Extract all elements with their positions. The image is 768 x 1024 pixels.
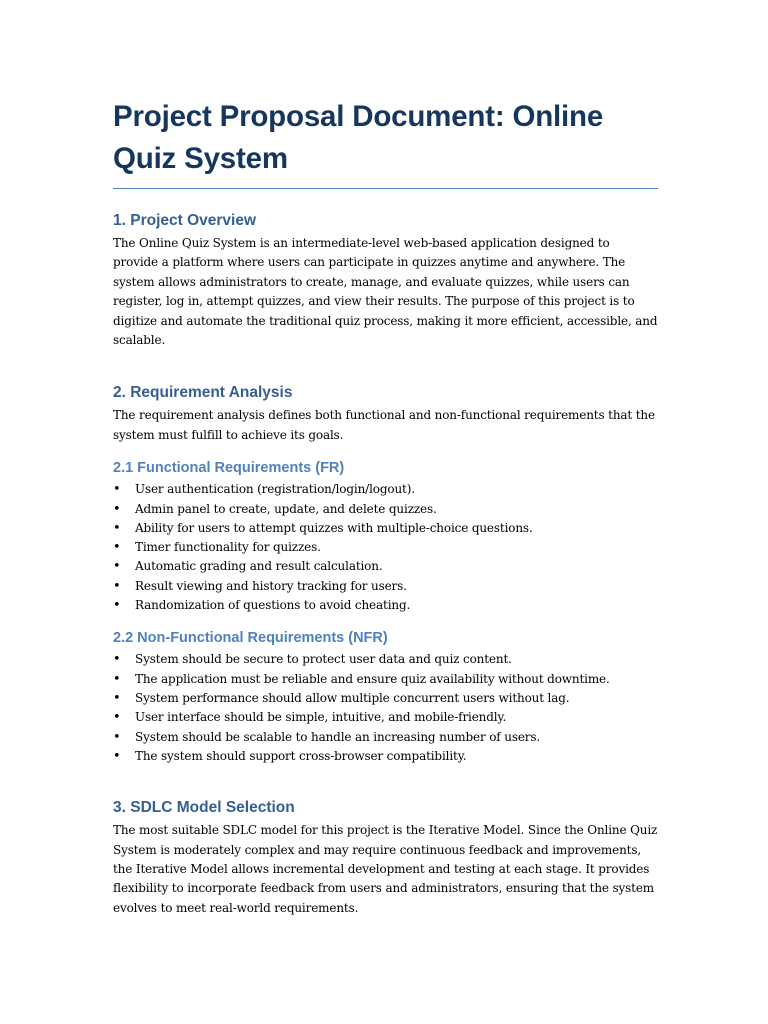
bullet-icon: • <box>113 520 121 536</box>
list-item: • Admin panel to create, update, and delete quizzes. <box>113 500 658 519</box>
list-item: • Result viewing and history tracking for users. <box>113 577 658 596</box>
requirements-paragraph: The requirement analysis defines both functional and non-functional requirements that the system must fulfill to achieve its goals. <box>113 408 655 442</box>
section-heading-overview: 1. Project Overview <box>113 212 257 229</box>
bullet-icon: • <box>113 482 121 498</box>
list-item: • Timer functionality for quizzes. <box>113 538 658 557</box>
list-item: • The application must be reliable and ensure quiz availability without downtime. <box>113 670 658 689</box>
bullet-icon: • <box>113 671 121 687</box>
list-item: • User interface should be simple, intuitive, and mobile-friendly. <box>113 708 658 727</box>
list-item: • The system should support cross-browser compatibility. <box>113 747 658 766</box>
bullet-icon: • <box>113 710 121 726</box>
functional-requirements-list <box>113 480 658 615</box>
bullet-icon: • <box>113 652 121 668</box>
document-page <box>113 96 658 918</box>
list-item: • User authentication (registration/login/logout). <box>113 480 658 499</box>
section-heading-sdlc: 3. SDLC Model Selection <box>113 799 295 817</box>
subsection-heading-functional: 2.1 Functional Requirements (FR) <box>113 460 345 477</box>
sdlc-paragraph: The most suitable SDLC model for this project is the Iterative Model. Since the Online Quiz System is moderately complex and may require continuous feedback and improvements, the Iterative Model allows incremental development and testing at each stage. It provides flexibility to incorporate feedback from users and administrators, ensuring that the system evolves to meet real-world requirements. <box>113 823 658 915</box>
list-item: • Ability for users to attempt quizzes with multiple-choice questions. <box>113 519 658 538</box>
overview-paragraph: The Online Quiz System is an intermediate-level web-based application designed to provide a platform where users can participate in quizzes anytime and anywhere. The system allows administrators to create, manage, and evaluate quizzes, while users can register, log in, attempt quizzes, and view their results. The purpose of this project is to digitize and automate the traditional quiz process, making it more efficient, accessible, and scalable. <box>113 236 658 348</box>
list-item: • System should be scalable to handle an increasing number of users. <box>113 728 658 747</box>
subsection-heading-non-functional: 2.2 Non-Functional Requirements (NFR) <box>113 630 388 647</box>
bullet-icon: • <box>113 501 121 517</box>
non-functional-requirements-list <box>113 650 658 766</box>
bullet-icon: • <box>113 559 121 575</box>
bullet-icon: • <box>113 748 121 764</box>
list-item: • Automatic grading and result calculation. <box>113 557 658 576</box>
bullet-icon: • <box>113 598 121 614</box>
bullet-icon: • <box>113 578 121 594</box>
bullet-icon: • <box>113 540 121 556</box>
document-title: Project Proposal Document: Online Quiz System <box>113 96 658 189</box>
bullet-icon: • <box>113 729 121 745</box>
bullet-icon: • <box>113 690 121 706</box>
section-heading-requirements: 2. Requirement Analysis <box>113 384 293 402</box>
list-item: • Randomization of questions to avoid cheating. <box>113 596 658 615</box>
list-item: • System performance should allow multiple concurrent users without lag. <box>113 689 658 708</box>
list-item: • System should be secure to protect user data and quiz content. <box>113 650 658 669</box>
